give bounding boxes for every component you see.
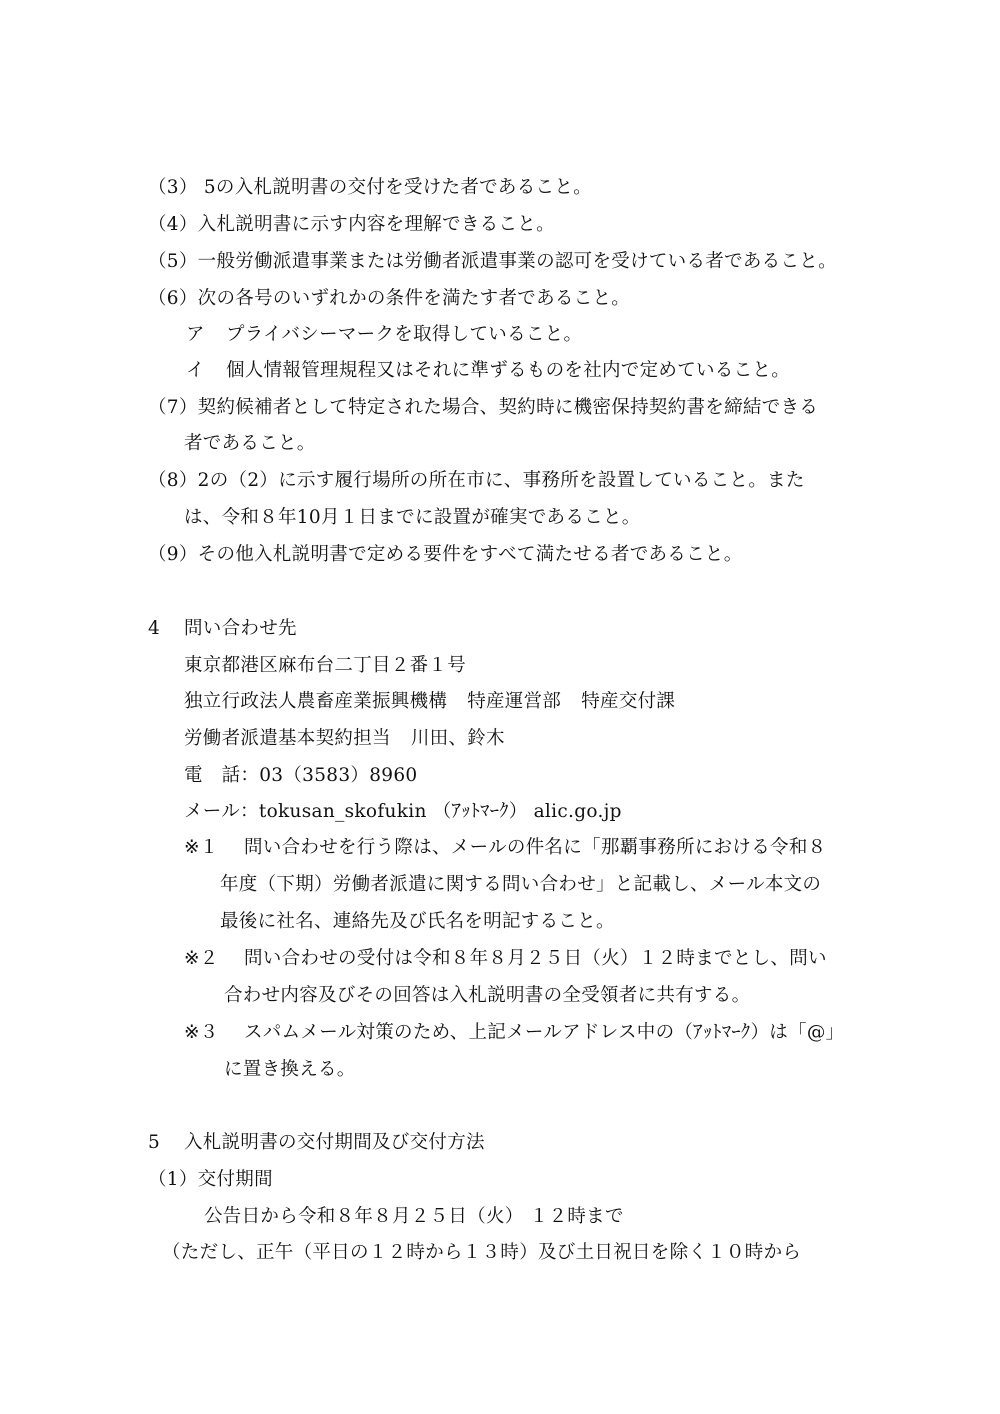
contact-dept: 特産運営部: [467, 691, 562, 712]
qualification-item-4: （4）入札説明書に示す内容を理解できること。: [148, 214, 555, 235]
section-5-heading: 入札説明書の交付期間及び交付方法: [184, 1132, 485, 1153]
qualification-item-8-line2: は、令和８年10月１日までに設置が確実であること。: [184, 507, 641, 528]
note-1-line2: 年度（下期）労働者派遣に関する問い合わせ」と記載し、メール本文の: [220, 874, 822, 895]
note-2-line2: 合わせ内容及びその回答は入札説明書の全受領者に共有する。: [224, 985, 751, 1006]
contact-section: 特産交付課: [581, 691, 676, 712]
contact-role: 労働者派遣基本契約担当: [184, 728, 391, 749]
issuance-hours: （ただし、正午（平日の１２時から１３時）及び土日祝日を除く１０時から: [162, 1242, 802, 1263]
note-1-mark: ※１: [184, 837, 219, 858]
section-4-number: 4: [148, 618, 161, 639]
qualification-item-6: （6）次の各号のいずれかの条件を満たす者であること。: [148, 288, 631, 309]
contact-mail-line: [184, 800, 622, 824]
qualification-item-8-line1: （8）2の（2）に示す履行場所の所在市に、事務所を設置していること。また: [148, 470, 805, 491]
contact-phone: 03（3583）8960: [259, 765, 418, 786]
contact-mail-label: メール：: [184, 801, 259, 822]
contact-phone-label: 電 話：: [184, 765, 260, 786]
qualification-item-6a: プライバシーマークを取得していること。: [226, 324, 583, 345]
issuance-sub-1: （1）交付期間: [148, 1169, 273, 1190]
qualification-item-6i-mark: イ: [186, 360, 205, 381]
note-1-line1: 問い合わせを行う際は、メールの件名に「那覇事務所における令和８: [244, 837, 827, 858]
contact-mail-at: （ｱｯﾄﾏｰｸ）: [432, 801, 528, 822]
issuance-period: 公告日から令和８年８月２５日（火） １２時まで: [204, 1206, 624, 1227]
contact-org-line: [184, 690, 675, 714]
note-2-mark: ※２: [184, 948, 219, 969]
note-1-line3: 最後に社名、連絡先及び氏名を明記すること。: [220, 911, 615, 932]
note-3-line2: に置き換える。: [224, 1059, 356, 1080]
section-4-heading: 問い合わせ先: [184, 618, 297, 639]
contact-phone-line: [184, 764, 418, 788]
qualification-item-5: （5）一般労働派遣事業または労働者派遣事業の認可を受けている者であること。: [148, 251, 837, 272]
contact-persons: 川田、鈴木: [410, 728, 505, 749]
qualification-item-7-line2: 者であること。: [184, 433, 316, 454]
qualification-item-7-line1: （7）契約候補者として特定された場合、契約時に機密保持契約書を締結できる: [148, 397, 819, 418]
contact-role-line: [184, 727, 505, 751]
qualification-item-9: （9）その他入札説明書で定める要件をすべて満たせる者であること。: [148, 544, 743, 565]
section-5-number: 5: [148, 1132, 161, 1153]
contact-mail-domain: alic.go.jp: [533, 801, 622, 822]
contact-org: 独立行政法人農畜産業振興機構: [184, 691, 448, 712]
qualification-item-3: （3） 5の入札説明書の交付を受けた者であること。: [148, 177, 592, 198]
qualification-item-6a-mark: ア: [186, 324, 205, 345]
contact-address: 東京都港区麻布台二丁目２番１号: [184, 655, 467, 676]
note-3-mark: ※３: [184, 1022, 219, 1043]
note-2-line1: 問い合わせの受付は令和８年８月２５日（火）１２時までとし、問い: [244, 948, 827, 969]
qualification-item-6i: 個人情報管理規程又はそれに準ずるものを社内で定めていること。: [226, 360, 791, 381]
note-3-line1: スパムメール対策のため、上記メールアドレス中の（ｱｯﾄﾏｰｸ）は「@」: [244, 1022, 845, 1043]
contact-mail-user: tokusan_skofukin: [258, 801, 427, 822]
